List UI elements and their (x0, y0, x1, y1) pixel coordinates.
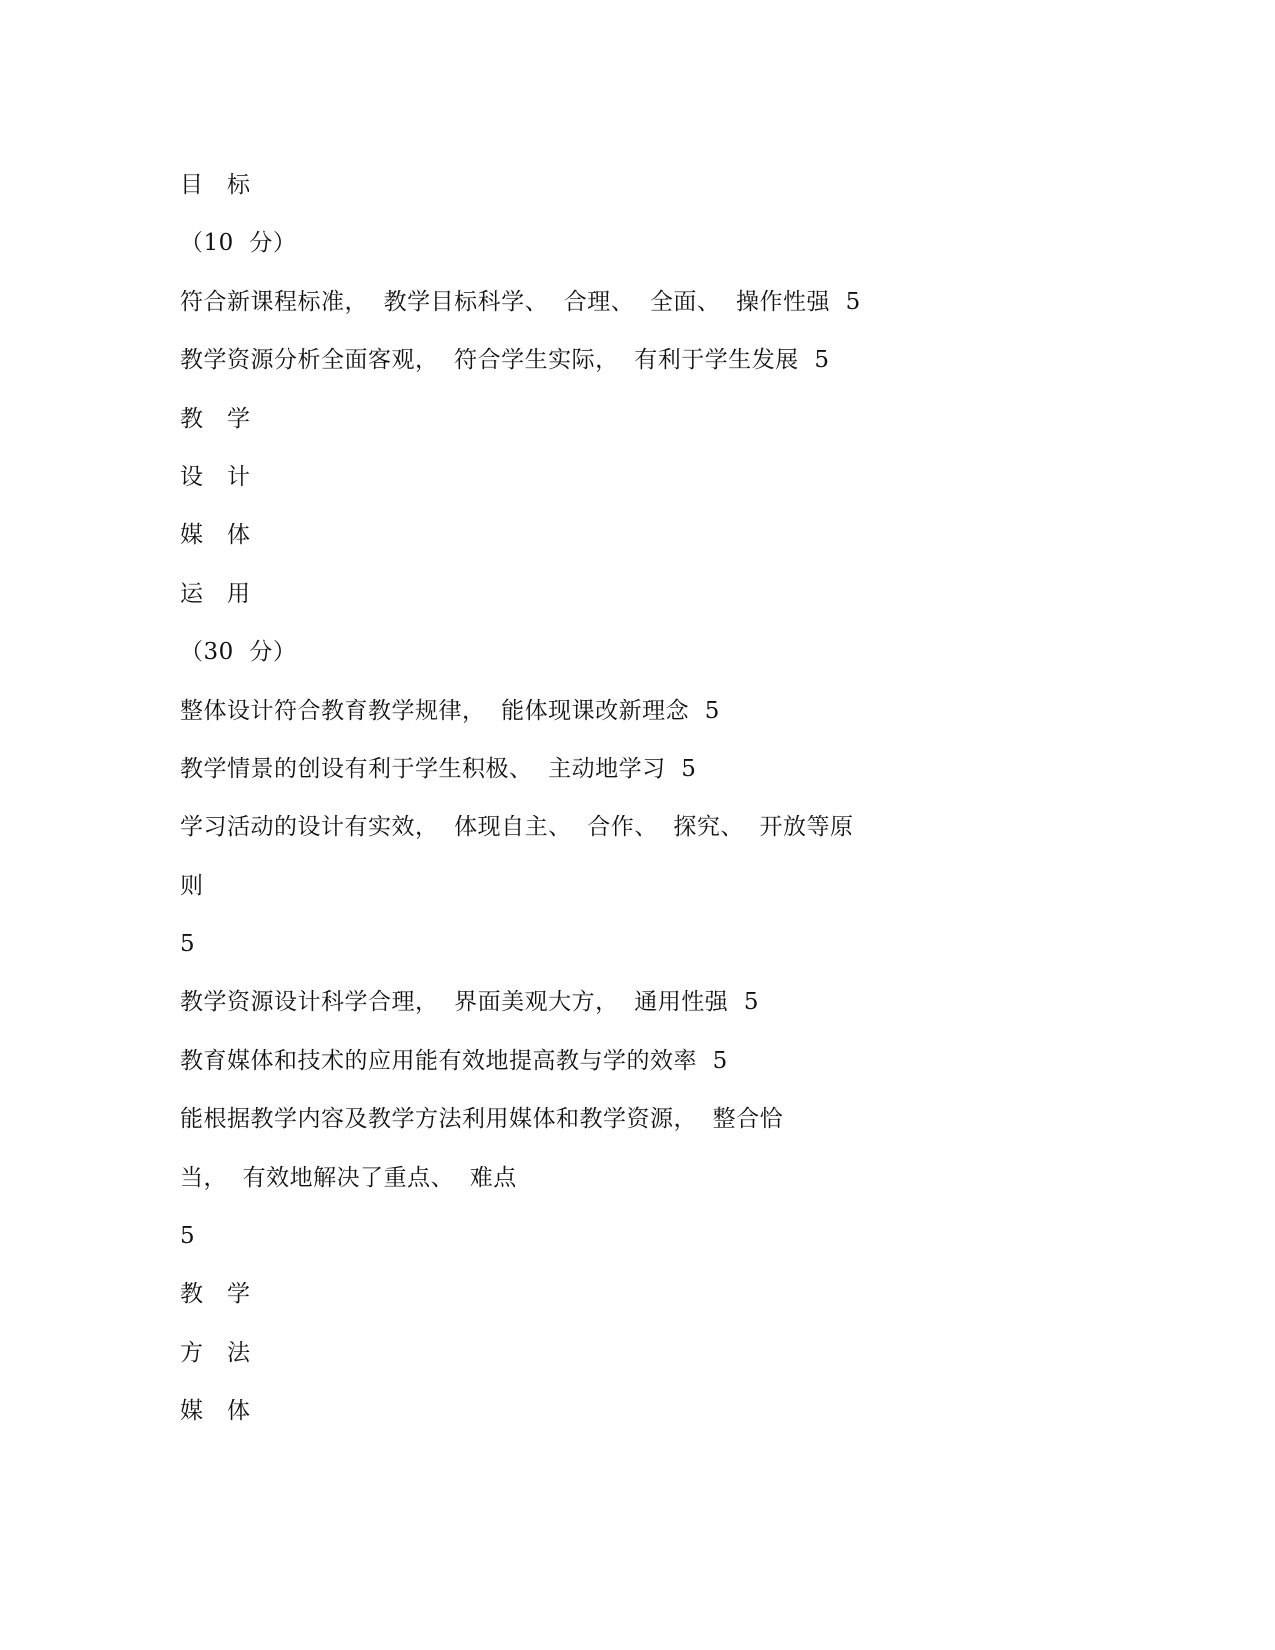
text-line: 媒 体 (180, 522, 251, 549)
text-line: 则 (180, 872, 204, 899)
text-line: 教 学 (180, 405, 251, 432)
text-line: 整体设计符合教育教学规律， 能体现课改新理念 5 (180, 697, 720, 724)
text-line: 教学情景的创设有利于学生积极、 主动地学习 5 (180, 755, 697, 782)
text-line: 能根据教学内容及教学方法利用媒体和教学资源， 整合恰 (180, 1106, 784, 1133)
document-body (180, 168, 980, 1453)
text-line: 目 标 (180, 172, 251, 198)
text-line: 教学资源分析全面客观， 符合学生实际， 有利于学生发展 5 (180, 347, 830, 374)
text-line: 5 (180, 931, 196, 958)
text-line: （10 分） (180, 230, 297, 257)
text-line: 运 用 (180, 580, 251, 607)
text-line: （30 分） (180, 639, 297, 666)
text-line: 当， 有效地解决了重点、 难点 (180, 1164, 517, 1191)
text-line: 设 计 (180, 463, 251, 490)
text-line: 教学资源设计科学合理， 界面美观大方， 通用性强 5 (180, 989, 759, 1016)
text-line: 教育媒体和技术的应用能有效地提高教与学的效率 5 (180, 1047, 728, 1074)
text-line: 媒 体 (180, 1398, 251, 1425)
text-line: 5 (180, 1223, 196, 1250)
text-line: 教 学 (180, 1281, 251, 1308)
text-line: 符合新课程标准， 教学目标科学、 合理、 全面、 操作性强 5 (180, 288, 861, 315)
text-line: 学习活动的设计有实效， 体现自主、 合作、 探究、 开放等原 (180, 814, 854, 841)
text-line: 方 法 (180, 1339, 251, 1366)
